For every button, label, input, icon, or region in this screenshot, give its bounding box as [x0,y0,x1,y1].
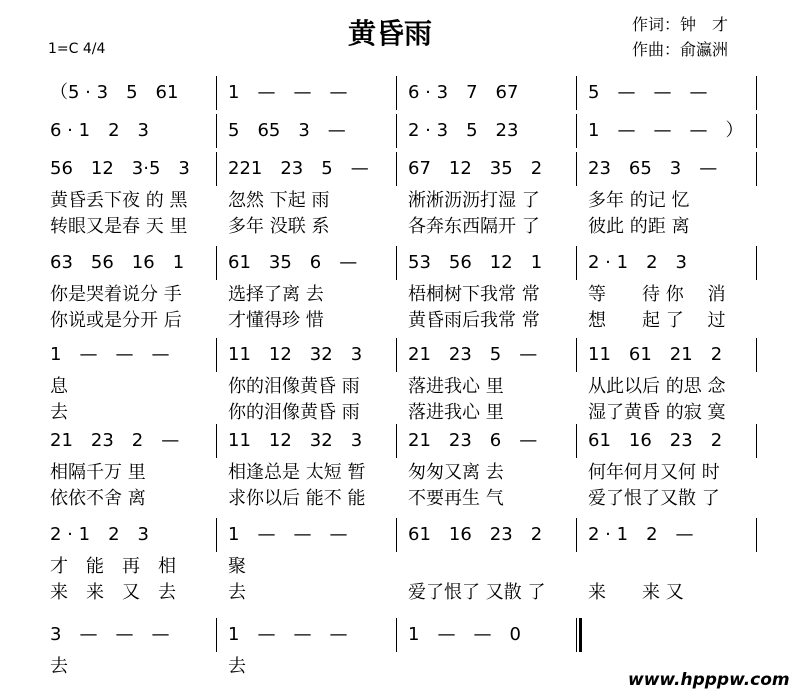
lyric-line: 各奔东西隔开 了 [408,216,540,237]
measure-notes: 2 · 1 2 — [588,524,694,545]
lyric-line: 去 [50,402,68,423]
lyric-line: 才懂得珍 惜 [228,310,324,331]
barline [396,152,397,186]
barline [576,518,577,552]
lyric-line: 落进我心 里 [408,402,504,423]
lyric-line: 你是哭着说分 手 [50,284,182,305]
measure-notes: 67 12 35 2 [408,158,543,179]
barline [216,114,217,148]
barline [396,246,397,280]
measure-notes: 53 56 12 1 [408,252,543,273]
barline [576,246,577,280]
barline [756,114,757,148]
measure-notes: 63 56 16 1 [50,252,185,273]
barline [396,338,397,372]
lyric-line: 求你以后 能不 能 [228,488,366,509]
lyric-line: 黄昏丢下夜 的 黑 [50,190,188,211]
watermark: www.hpppw.com [628,670,790,690]
barline [756,424,757,458]
lyric-line: 不要再生 气 [408,488,504,509]
lyric-line: 依依不舍 离 [50,488,146,509]
lyric-line: 何年何月又何 时 [588,462,720,483]
measure-notes: 11 61 21 2 [588,344,723,365]
measure-notes: 61 16 23 2 [408,524,543,545]
lyric-line: 选择了离 去 [228,284,324,305]
barline [216,338,217,372]
lyric-line: 聚 [228,556,246,577]
lyric-line: 黄昏雨后我常 常 [408,310,540,331]
measure-notes: 61 35 6 — [228,252,358,273]
lyric-line: 你的泪像黄昏 雨 [228,376,360,397]
measure-notes: 21 23 5 — [408,344,538,365]
measure-notes: 1 — — — ） [588,120,744,141]
lyric-line: 你的泪像黄昏 雨 [228,402,360,423]
measure-notes: 11 12 32 3 [228,430,363,451]
lyric-line: 去 [228,582,246,603]
barline [576,618,577,652]
lyric-line: 去 [228,656,246,677]
barline [396,618,397,652]
measure-notes: 1 — — — [228,82,348,103]
barline [216,152,217,186]
barline [576,152,577,186]
lyric-line: 想 起 了 过 [588,310,726,331]
measure-notes: 1 — — — [228,624,348,645]
barline [756,76,757,110]
lyric-line: 多年 的记 忆 [588,190,690,211]
barline [396,114,397,148]
measure-notes: 23 65 3 — [588,158,718,179]
barline [216,246,217,280]
lyricist-credit: 作词：钟 才 [632,15,729,34]
lyric-line: 从此以后 的思 念 [588,376,726,397]
measure-notes: 5 — — — [588,82,708,103]
lyric-line: 湿了黄昏 的寂 寞 [588,402,726,423]
barline [216,518,217,552]
lyric-line: 息 [50,376,68,397]
barline [576,424,577,458]
measure-notes: （5 · 3 5 61 [50,82,179,103]
lyric-line: 等 待 你 消 [588,284,726,305]
lyric-line: 相隔千万 里 [50,462,146,483]
barline [216,618,217,652]
measure-notes: 2 · 1 2 3 [50,524,149,545]
lyric-line: 爱了恨了 又散 了 [408,582,546,603]
barline [396,424,397,458]
lyric-line: 来 来 又 [588,582,684,603]
lyric-line: 才 能 再 相 [50,556,176,577]
lyric-line: 匆匆又离 去 [408,462,504,483]
composer-credit: 作曲：俞瀛洲 [632,40,729,59]
lyric-line: 梧桐树下我常 常 [408,284,540,305]
lyric-line: 淅淅沥沥打湿 了 [408,190,540,211]
measure-notes: 11 12 32 3 [228,344,363,365]
measure-notes: 5 65 3 — [228,120,346,141]
barline [756,246,757,280]
lyric-line: 你说或是分开 后 [50,310,182,331]
lyric-line: 多年 没联 系 [228,216,330,237]
measure-notes: 3 — — — [50,624,170,645]
measure-notes: 2 · 3 5 23 [408,120,519,141]
final-barline [579,618,582,652]
measure-notes: 6 · 3 7 67 [408,82,519,103]
barline [756,518,757,552]
lyric-line: 相逢总是 太短 暂 [228,462,366,483]
lyric-line: 忽然 下起 雨 [228,190,330,211]
measure-notes: 1 — — 0 [408,624,521,645]
lyric-line: 爱了恨了又散 了 [588,488,720,509]
lyric-line: 彼此 的距 离 [588,216,690,237]
measure-notes: 1 — — — [228,524,348,545]
lyric-line: 转眼又是春 天 里 [50,216,188,237]
measure-notes: 21 23 6 — [408,430,538,451]
measure-notes: 56 12 3·5 3 [50,158,190,179]
barline [576,114,577,148]
lyric-line: 落进我心 里 [408,376,504,397]
measure-notes: 21 23 2 — [50,430,180,451]
barline [216,424,217,458]
barline [576,76,577,110]
barline [216,76,217,110]
measure-notes: 6 · 1 2 3 [50,120,149,141]
lyric-line: 去 [50,656,68,677]
song-title: 黄昏雨 [348,17,433,50]
measure-notes: 221 23 5 — [228,158,369,179]
barline [396,518,397,552]
key-signature: 1=C 4/4 [48,41,106,57]
barline [756,338,757,372]
barline [396,76,397,110]
barline [576,338,577,372]
lyric-line: 来 来 又 去 [50,582,176,603]
measure-notes: 2 · 1 2 3 [588,252,687,273]
measure-notes: 1 — — — [50,344,170,365]
measure-notes: 61 16 23 2 [588,430,723,451]
barline [756,152,757,186]
